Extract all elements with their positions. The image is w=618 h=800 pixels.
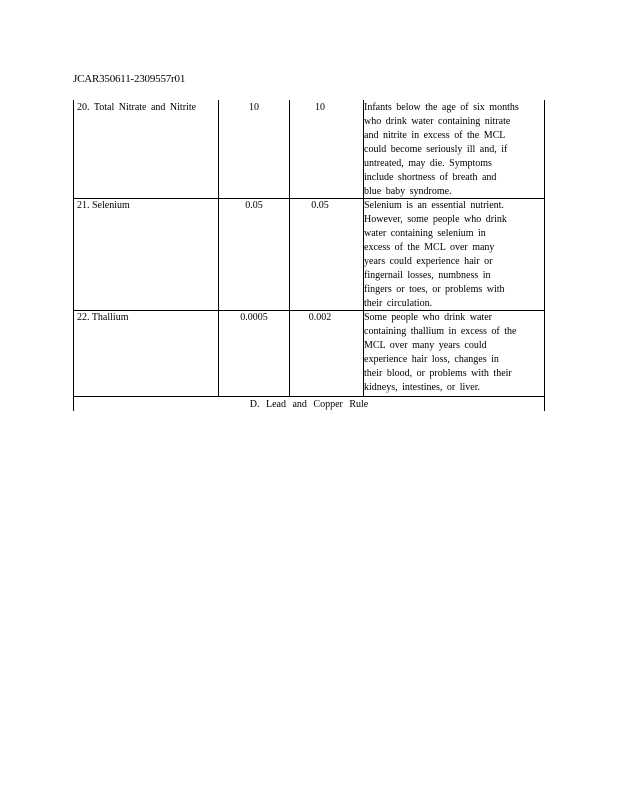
health-effects-line: Selenium is an essential nutrient.	[364, 200, 504, 211]
health-effects-line: However, some people who drink	[364, 214, 507, 225]
table-border-left	[73, 100, 74, 411]
table-border-right	[544, 100, 545, 411]
health-effects	[364, 101, 540, 199]
document-id: JCAR350611-2309557r01	[73, 73, 186, 85]
mclg-value: 0.0005	[240, 312, 268, 323]
health-effects-line: containing thallium in excess of the	[364, 326, 517, 337]
health-effects-line: water containing selenium in	[364, 228, 486, 239]
row-divider-3	[73, 396, 545, 397]
health-effects-line: kidneys, intestines, or liver.	[364, 382, 480, 393]
health-effects-line: Some people who drink water	[364, 312, 492, 323]
health-effects-line: fingernail losses, numbness in	[364, 270, 491, 281]
health-effects-line: fingers or toes, or problems with	[364, 284, 505, 295]
health-effects-line: include shortness of breath and	[364, 172, 497, 183]
health-effects-line: and nitrite in excess of the MCL	[364, 130, 506, 141]
table-divider-2	[289, 100, 290, 396]
health-effects-line: MCL over many years could	[364, 340, 487, 351]
health-effects	[364, 199, 540, 311]
mcl-value: 10	[315, 102, 325, 113]
health-effects-line: untreated, may die. Symptoms	[364, 158, 492, 169]
health-effects-line: their circulation.	[364, 298, 433, 309]
table-divider-1	[218, 100, 219, 396]
health-effects-line: their blood, or problems with their	[364, 368, 512, 379]
contaminant-name: 21. Selenium	[77, 200, 130, 211]
health-effects-line: Infants below the age of six months	[364, 102, 519, 113]
health-effects-line: years could experience hair or	[364, 256, 493, 267]
health-effects-line: who drink water containing nitrate	[364, 116, 511, 127]
mcl-value: 0.002	[308, 312, 332, 323]
contaminant-name: 20. Total Nitrate and Nitrite	[77, 102, 197, 113]
mclg-value: 10	[249, 102, 259, 113]
health-effects-line: experience hair loss, changes in	[364, 354, 499, 365]
contaminant-name: 22. Thallium	[77, 312, 129, 323]
health-effects-line: blue baby syndrome.	[364, 186, 452, 197]
section-title: D. Lead and Copper Rule	[249, 399, 369, 410]
health-effects	[364, 311, 540, 395]
health-effects-line: excess of the MCL over many	[364, 242, 495, 253]
health-effects-line: could become seriously ill and, if	[364, 144, 508, 155]
mcl-value: 0.05	[311, 200, 329, 211]
mclg-value: 0.05	[245, 200, 263, 211]
